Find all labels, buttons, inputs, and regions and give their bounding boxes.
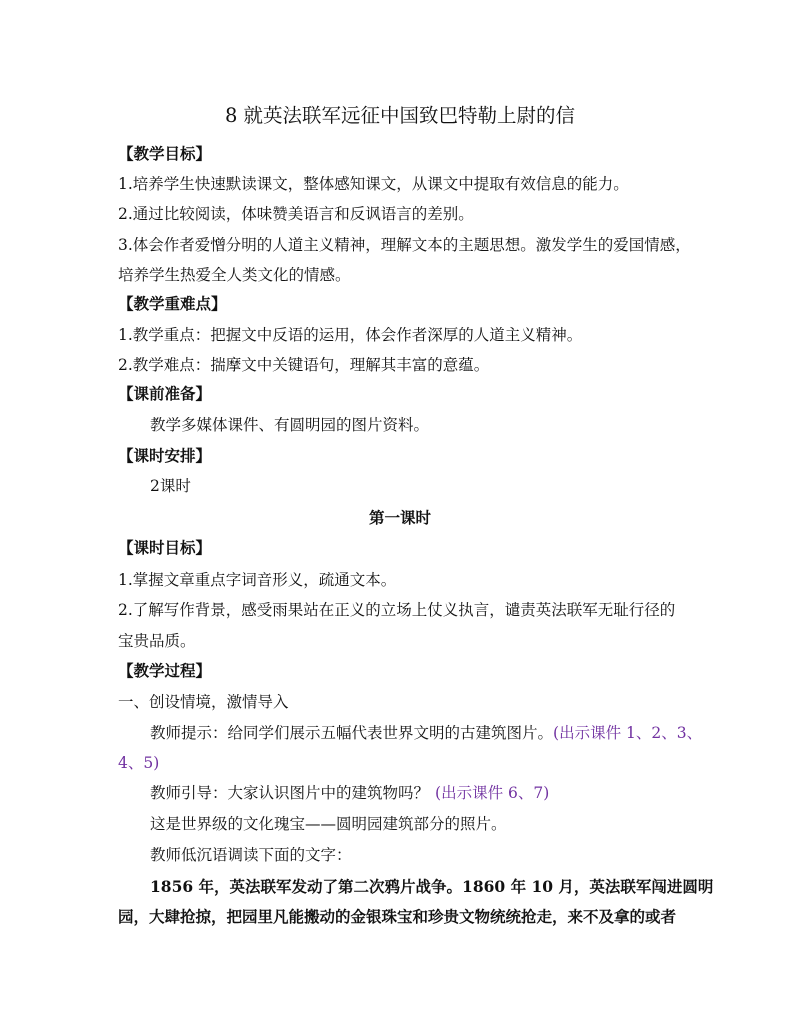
reading-passage-line-1: 1856 年，英法联军发动了第二次鸦片战争。1860 年 10 月，英法联军闯进圆明 xyxy=(150,877,714,896)
process-header: 【教学过程】 xyxy=(118,661,212,680)
paragraph-4: 教师低沉语调读下面的文字： xyxy=(150,846,352,864)
lesson-goal-1: 1.掌握文章重点字词音形义，疏通文本。 xyxy=(118,571,397,589)
key-point-1: 1.教学重点：把握文中反语的运用，体会作者深厚的人道主义精神。 xyxy=(118,326,583,344)
preparation-header: 【课前准备】 xyxy=(118,384,212,403)
goal-3-line-2: 培养学生热爱全人类文化的情感。 xyxy=(118,266,351,284)
page-title: 8 就英法联军远征中国致巴特勒上尉的信 xyxy=(224,104,576,127)
courseware-note-2: (出示课件 6、7) xyxy=(435,784,550,802)
schedule-text: 2课时 xyxy=(150,477,191,495)
key-points-header: 【教学重难点】 xyxy=(118,294,227,313)
courseware-note-1-continued: 4、5) xyxy=(118,754,160,772)
courseware-note-1: (出示课件 1、2、3、 xyxy=(553,724,703,742)
paragraph-3: 这是世界级的文化瑰宝——圆明园建筑部分的照片。 xyxy=(150,815,507,833)
paragraph-1-text: 教师提示：给同学们展示五幅代表世界文明的古建筑图片。 xyxy=(150,724,554,742)
goal-3-line-1: 3.体会作者爱憎分明的人道主义精神，理解文本的主题思想。激发学生的爱国情感， xyxy=(118,236,691,254)
lesson-title: 第一课时 xyxy=(368,508,431,527)
preparation-text: 教学多媒体课件、有圆明园的图片资料。 xyxy=(150,416,430,434)
reading-passage-line-2: 园，大肆抢掠，把园里凡能搬动的金银珠宝和珍贵文物统统抢走，来不及拿的或者 xyxy=(118,907,677,926)
schedule-header: 【课时安排】 xyxy=(118,446,212,465)
paragraph-1 xyxy=(150,723,702,743)
step-1-heading: 一、创设情境，激情导入 xyxy=(118,693,289,711)
lesson-goals-header: 【课时目标】 xyxy=(118,538,212,557)
goals-header: 【教学目标】 xyxy=(118,144,212,163)
goal-1: 1.培养学生快速默读课文，整体感知课文，从课文中提取有效信息的能力。 xyxy=(118,175,629,193)
lesson-goal-2-line-1: 2.了解写作背景，感受雨果站在正义的立场上仗义执言，谴责英法联军无耻行径的 xyxy=(118,601,676,619)
paragraph-2-text: 教师引导：大家认识图片中的建筑物吗？ xyxy=(150,784,430,802)
paragraph-2 xyxy=(150,783,549,803)
lesson-goal-2-line-2: 宝贵品质。 xyxy=(118,632,196,650)
key-point-2: 2.教学难点：揣摩文中关键语句，理解其丰富的意蕴。 xyxy=(118,356,490,374)
goal-2: 2.通过比较阅读，体味赞美语言和反讽语言的差别。 xyxy=(118,205,474,223)
